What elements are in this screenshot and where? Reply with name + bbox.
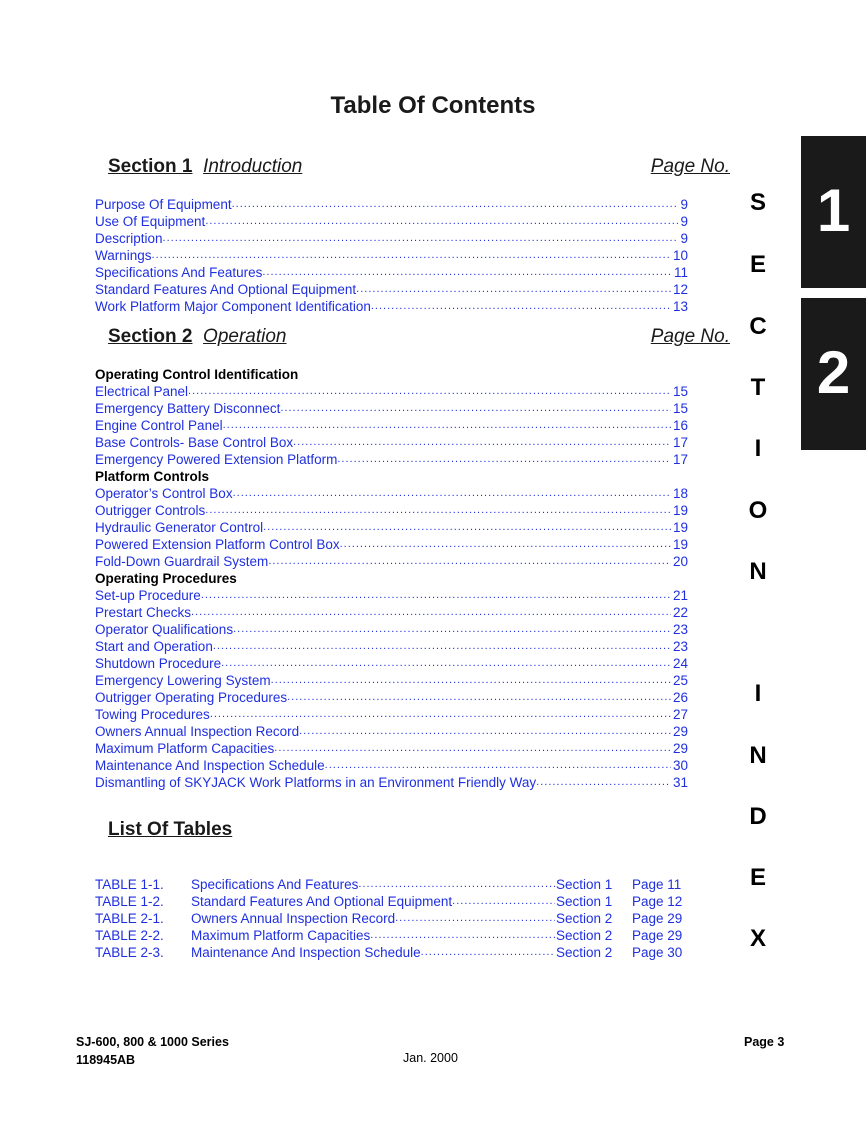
toc-entry[interactable] — [95, 417, 688, 434]
toc-entry-page: 25 — [672, 673, 688, 688]
section-tab-2[interactable]: 2 — [801, 298, 866, 450]
toc-entry-page: 26 — [672, 690, 688, 705]
footer-series: SJ-600, 800 & 1000 Series — [76, 1035, 229, 1049]
dot-leader — [358, 876, 555, 893]
toc-entry-page: 19 — [672, 520, 688, 535]
table-number: TABLE 1-1. — [95, 877, 164, 892]
dot-leader — [293, 434, 671, 451]
toc-entry-label: Standard Features And Optional Equipment — [95, 282, 357, 297]
section-1-header — [108, 156, 730, 182]
side-letter: E — [749, 251, 766, 278]
section-1-name: Introduction — [203, 156, 303, 177]
toc-entry-label: Operator’s Control Box — [95, 486, 233, 501]
toc-entry-page: 23 — [672, 622, 688, 637]
toc-entry-label: Hydraulic Generator Control — [95, 520, 264, 535]
table-list-entry[interactable] — [95, 927, 688, 944]
toc-entry[interactable] — [95, 587, 688, 604]
toc-entry-label: Outrigger Operating Procedures — [95, 690, 288, 705]
table-title: Maximum Platform Capacities — [191, 928, 371, 943]
list-of-tables — [95, 876, 688, 961]
toc-entry-label: Outrigger Controls — [95, 503, 206, 518]
page-no-header: Page No. — [650, 326, 730, 347]
dot-leader — [337, 451, 671, 468]
dot-leader — [268, 553, 671, 570]
side-letter: E — [749, 864, 766, 891]
toc-entry-label: Specifications And Features — [95, 265, 263, 280]
toc-entry[interactable] — [95, 230, 688, 247]
table-number: TABLE 1-2. — [95, 894, 164, 909]
side-letter: N — [749, 558, 767, 585]
toc-entry[interactable] — [95, 672, 688, 689]
toc-entry-label: Emergency Powered Extension Platform — [95, 452, 338, 467]
dot-leader — [221, 655, 671, 672]
toc-entry-label: Start and Operation — [95, 639, 213, 654]
toc-entry[interactable] — [95, 536, 688, 553]
footer-date: Jan. 2000 — [403, 1051, 458, 1065]
toc-entry-page: 9 — [680, 197, 688, 212]
table-page: Page 30 — [632, 945, 683, 960]
side-letter: O — [748, 497, 768, 524]
table-number: TABLE 2-2. — [95, 928, 164, 943]
dot-leader — [536, 774, 671, 791]
dot-leader — [210, 706, 671, 723]
side-letter: C — [749, 313, 767, 340]
table-list-entry[interactable] — [95, 893, 688, 910]
toc-entry-label: Use Of Equipment — [95, 214, 206, 229]
toc-entry[interactable] — [95, 264, 688, 281]
dot-leader — [232, 196, 679, 213]
toc-entry[interactable] — [95, 553, 688, 570]
toc-entry[interactable] — [95, 434, 688, 451]
toc-entry[interactable] — [95, 621, 688, 638]
toc-entry-page: 9 — [680, 214, 688, 229]
toc-entry-label: Shutdown Procedure — [95, 656, 222, 671]
dot-leader — [205, 213, 678, 230]
toc-entry[interactable] — [95, 740, 688, 757]
table-title: Owners Annual Inspection Record — [191, 911, 396, 926]
toc-entry-page: 29 — [672, 724, 688, 739]
footer-code: 118945AB — [76, 1053, 136, 1067]
toc-entry-page: 11 — [673, 265, 688, 280]
toc-entry[interactable] — [95, 706, 688, 723]
toc-entry[interactable] — [95, 196, 688, 213]
dot-leader — [274, 740, 671, 757]
toc-group-heading: Operating Control Identification — [95, 367, 299, 382]
toc-entry[interactable] — [95, 757, 688, 774]
toc-entry[interactable] — [95, 723, 688, 740]
table-section: Section 1 — [556, 894, 613, 909]
table-page: Page 12 — [632, 894, 683, 909]
section-1-label: Section 1 — [108, 156, 193, 177]
table-list-entry[interactable] — [95, 944, 688, 961]
dot-leader — [262, 264, 672, 281]
side-letter: I — [754, 680, 762, 707]
table-section: Section 2 — [556, 911, 613, 926]
dot-leader — [233, 485, 671, 502]
toc-entry-page: 15 — [672, 401, 688, 416]
dot-leader — [421, 944, 555, 961]
toc-entry-label: Engine Control Panel — [95, 418, 223, 433]
toc-group-heading: Platform Controls — [95, 469, 210, 484]
toc-entry-label: Operator Qualifications — [95, 622, 234, 637]
toc-entry-label: Maximum Platform Capacities — [95, 741, 275, 756]
toc-entry-label: Towing Procedures — [95, 707, 210, 722]
toc-entry[interactable] — [95, 281, 688, 298]
toc-entry-page: 18 — [672, 486, 688, 501]
section-2-name: Operation — [203, 326, 287, 347]
toc-entry-label: Emergency Battery Disconnect — [95, 401, 281, 416]
dot-leader — [163, 230, 679, 247]
section-1-toc — [95, 196, 688, 315]
toc-entry-page: 23 — [672, 639, 688, 654]
dot-leader — [213, 638, 671, 655]
toc-entry-label: Base Controls- Base Control Box — [95, 435, 294, 450]
section-2-label: Section 2 — [108, 326, 193, 347]
toc-entry-page: 13 — [672, 299, 688, 314]
page-title: Table Of Contents — [330, 92, 536, 119]
toc-entry-page: 17 — [672, 435, 688, 450]
toc-entry-label: Fold-Down Guardrail System — [95, 554, 269, 569]
table-page: Page 29 — [632, 911, 683, 926]
toc-entry-page: 19 — [672, 537, 688, 552]
toc-group-heading: Operating Procedures — [95, 571, 237, 586]
dot-leader — [356, 281, 671, 298]
table-page: Page 11 — [632, 877, 682, 892]
toc-entry-label: Electrical Panel — [95, 384, 189, 399]
toc-entry[interactable] — [95, 502, 688, 519]
toc-entry-page: 19 — [672, 503, 688, 518]
dot-leader — [152, 247, 671, 264]
dot-leader — [188, 383, 671, 400]
toc-entry-label: Description — [95, 231, 163, 246]
table-section: Section 2 — [556, 928, 613, 943]
toc-entry[interactable] — [95, 774, 688, 791]
table-list-entry[interactable] — [95, 876, 688, 893]
table-page: Page 29 — [632, 928, 683, 943]
side-letter: D — [749, 803, 767, 830]
toc-entry-page: 30 — [672, 758, 688, 773]
dot-leader — [371, 298, 671, 315]
dot-leader — [395, 910, 555, 927]
side-letter: T — [750, 374, 766, 401]
side-letter: X — [749, 925, 766, 952]
table-section: Section 2 — [556, 945, 613, 960]
toc-entry[interactable] — [95, 485, 688, 502]
section-tab-1[interactable]: 1 — [801, 136, 866, 288]
dot-leader — [325, 757, 671, 774]
toc-entry-page: 31 — [672, 775, 688, 790]
toc-entry-page: 9 — [680, 231, 688, 246]
toc-entry[interactable] — [95, 451, 688, 468]
toc-entry[interactable] — [95, 213, 688, 230]
toc-entry-page: 17 — [672, 452, 688, 467]
toc-entry-label: Set-up Procedure — [95, 588, 201, 603]
table-title: Maintenance And Inspection Schedule — [191, 945, 421, 960]
dot-leader — [280, 400, 671, 417]
toc-entry-page: 15 — [672, 384, 688, 399]
dot-leader — [340, 536, 671, 553]
dot-leader — [191, 604, 671, 621]
table-section: Section 1 — [556, 877, 613, 892]
toc-entry-page: 10 — [672, 248, 688, 263]
side-letter: I — [754, 435, 762, 462]
toc-entry[interactable] — [95, 655, 688, 672]
dot-leader — [299, 723, 671, 740]
toc-entry-page: 16 — [672, 418, 688, 433]
toc-entry[interactable] — [95, 689, 688, 706]
dot-leader — [452, 893, 555, 910]
toc-entry-label: Prestart Checks — [95, 605, 192, 620]
table-number: TABLE 2-3. — [95, 945, 164, 960]
dot-leader — [370, 927, 555, 944]
dot-leader — [223, 417, 671, 434]
toc-entry-page: 21 — [672, 588, 688, 603]
toc-entry[interactable] — [95, 383, 688, 400]
table-number: TABLE 2-1. — [95, 911, 164, 926]
toc-entry[interactable] — [95, 298, 688, 315]
toc-entry[interactable] — [95, 247, 688, 264]
toc-entry-label: Dismantling of SKYJACK Work Platforms in an Environment Friendly Way — [95, 775, 537, 790]
dot-leader — [201, 587, 671, 604]
toc-entry-page: 27 — [672, 707, 688, 722]
toc-entry-label: Maintenance And Inspection Schedule — [95, 758, 325, 773]
toc-entry-page: 20 — [672, 554, 688, 569]
footer-page-number: Page 3 — [744, 1035, 785, 1049]
list-of-tables-heading: List Of Tables — [108, 819, 233, 840]
toc-entry-label: Purpose Of Equipment — [95, 197, 232, 212]
dot-leader — [271, 672, 671, 689]
dot-leader — [233, 621, 671, 638]
toc-entry-label: Powered Extension Platform Control Box — [95, 537, 340, 552]
toc-entry-label: Emergency Lowering System — [95, 673, 271, 688]
toc-entry[interactable] — [95, 519, 688, 536]
toc-entry-page: 29 — [672, 741, 688, 756]
dot-leader — [287, 689, 671, 706]
toc-entry[interactable] — [95, 400, 688, 417]
section-2-toc — [95, 366, 688, 791]
toc-entry-label: Owners Annual Inspection Record — [95, 724, 300, 739]
toc-entry[interactable] — [95, 638, 688, 655]
toc-entry-page: 22 — [672, 605, 688, 620]
dot-leader — [205, 502, 671, 519]
toc-entry-label: Work Platform Major Component Identification — [95, 299, 371, 314]
toc-entry-page: 12 — [672, 282, 688, 297]
page-no-header: Page No. — [650, 156, 730, 177]
side-letter: S — [749, 189, 766, 216]
table-title: Standard Features And Optional Equipment — [191, 894, 453, 909]
side-letter: N — [749, 742, 767, 769]
toc-entry-label: Warnings — [95, 248, 152, 263]
section-2-header — [108, 326, 730, 352]
table-title: Specifications And Features — [191, 877, 359, 892]
dot-leader — [263, 519, 671, 536]
table-list-entry[interactable] — [95, 910, 688, 927]
toc-entry-page: 24 — [672, 656, 688, 671]
toc-entry[interactable] — [95, 604, 688, 621]
